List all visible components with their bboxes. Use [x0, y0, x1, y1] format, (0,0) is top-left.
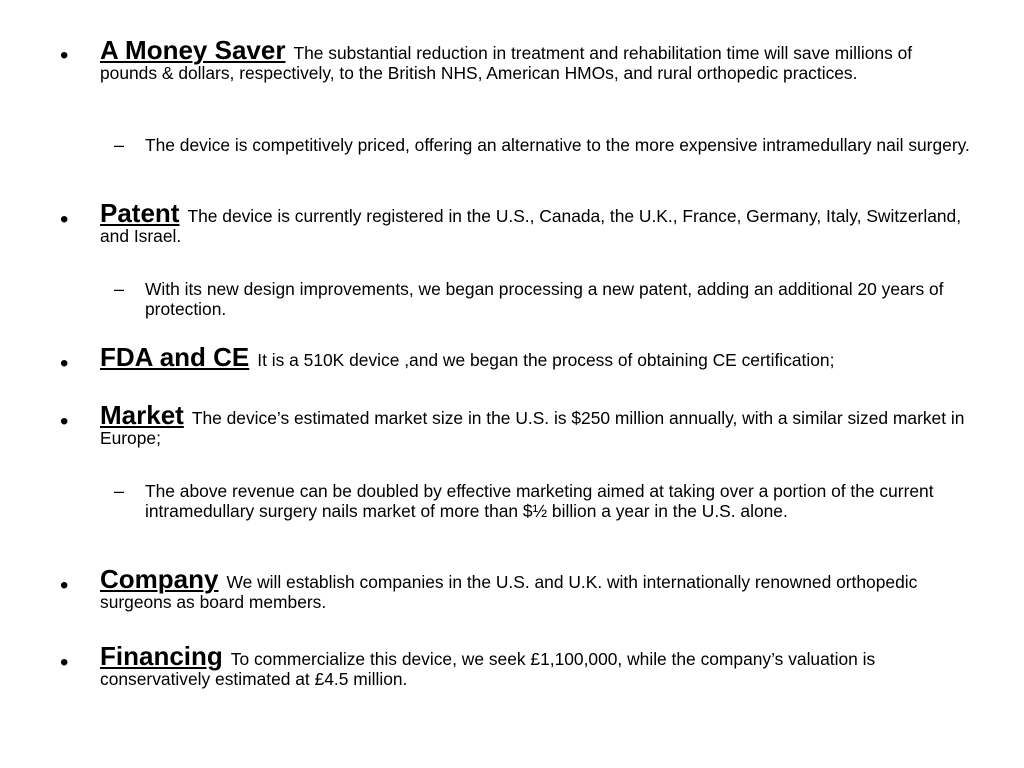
text-patent: The device is currently registered in the U.S., Canada, the U.K., France, Germany, Italy, Switzerland, and Israel. [100, 206, 962, 246]
bullet-money-saver [100, 35, 970, 83]
dash-marker: – [114, 279, 125, 299]
heading-fda-ce: FDA and CE [100, 342, 250, 372]
bullet-marker: • [60, 649, 69, 676]
heading-money-saver: A Money Saver [100, 35, 286, 65]
bullet-patent [100, 198, 970, 246]
sub-money-saver: The device is competitively priced, offering an alternative to the more expensive intramedullary nail surgery. [145, 135, 970, 155]
bullet-company [100, 564, 970, 612]
heading-patent: Patent [100, 198, 180, 228]
text-company: We will establish companies in the U.S. and U.K. with internationally renowned orthopedic surgeons as board members. [100, 572, 918, 612]
heading-market: Market [100, 400, 184, 430]
bullet-marker: • [60, 408, 69, 435]
bullet-marker: • [60, 350, 69, 377]
dash-marker: – [114, 481, 125, 501]
bullet-marker: • [60, 572, 69, 599]
bullet-marker: • [60, 206, 69, 233]
text-fda-ce: It is a 510K device ,and we began the process of obtaining CE certification; [257, 350, 835, 370]
text-market: The device’s estimated market size in the U.S. is $250 million annually, with a similar sized market in Europe; [100, 408, 965, 448]
sub-market: The above revenue can be doubled by effective marketing aimed at taking over a portion of the current intramedullary surgery nails market of more than $½ billion a year in the U.S. alone. [145, 481, 934, 521]
bullet-fda-ce [100, 342, 970, 372]
heading-company: Company [100, 564, 219, 594]
bullet-marker: • [60, 42, 69, 69]
bullet-financing [100, 641, 970, 689]
heading-financing: Financing [100, 641, 223, 671]
dash-marker: – [114, 135, 125, 155]
bullet-market [100, 400, 970, 448]
text-financing: To commercialize this device, we seek £1,100,000, while the company’s valuation is conservatively estimated at £4.5 million. [100, 649, 876, 689]
sub-patent: With its new design improvements, we began processing a new patent, adding an additional 20 years of protection. [145, 279, 944, 319]
text-money-saver: The substantial reduction in treatment and rehabilitation time will save millions of pounds & dollars, respectively, to the British NHS, American HMOs, and rural orthopedic practices. [100, 43, 913, 83]
